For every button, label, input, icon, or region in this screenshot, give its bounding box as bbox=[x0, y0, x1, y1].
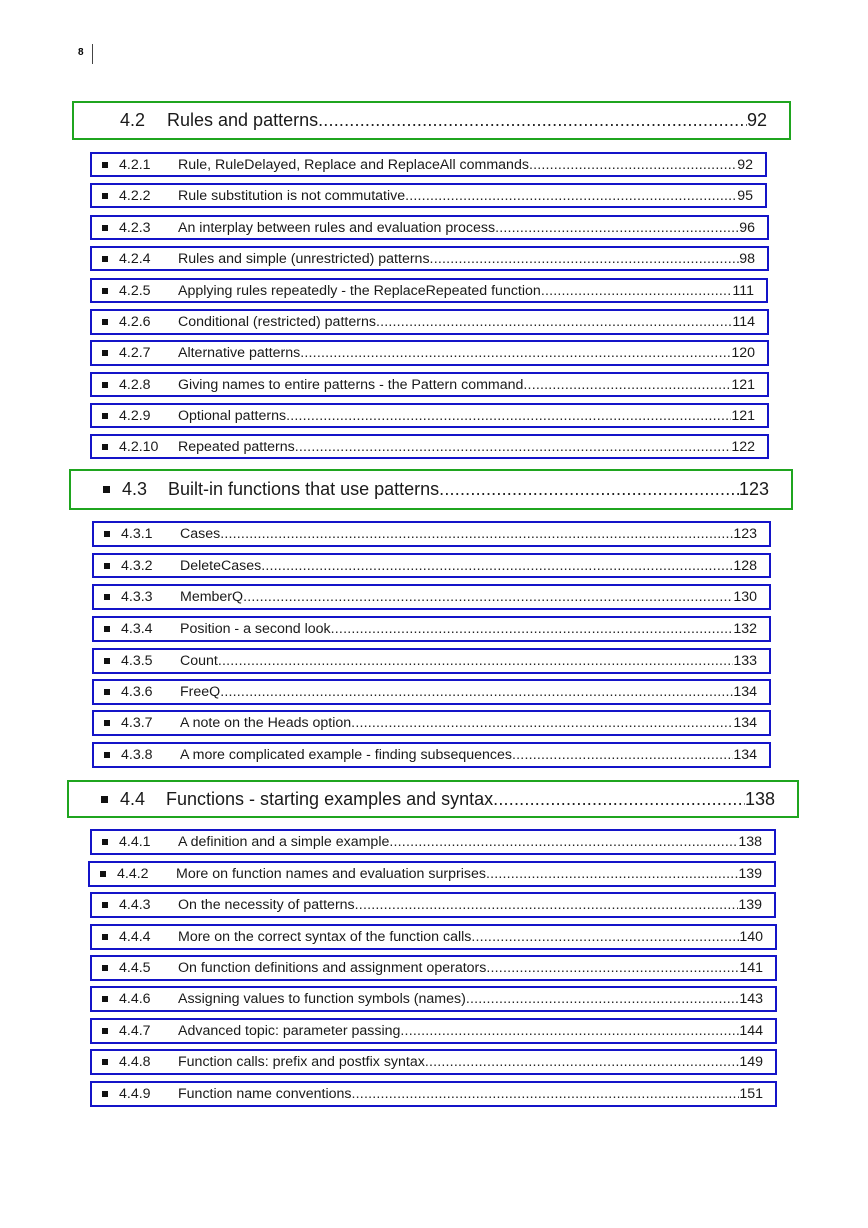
entry-title: Function name conventions bbox=[178, 1086, 352, 1102]
entry-title: A definition and a simple example bbox=[178, 834, 390, 850]
toc-entry-4-2-3[interactable] bbox=[90, 215, 769, 240]
dot-leader bbox=[220, 684, 733, 700]
entry-title: Advanced topic: parameter passing bbox=[178, 1023, 401, 1039]
bullet-icon bbox=[103, 486, 110, 493]
entry-title: DeleteCases bbox=[180, 557, 262, 574]
bullet-icon bbox=[102, 288, 108, 294]
entry-page: 121 bbox=[731, 376, 755, 393]
bullet-icon bbox=[102, 1091, 108, 1097]
page-number-divider bbox=[92, 44, 93, 64]
toc-section-4-2[interactable] bbox=[72, 101, 791, 140]
dot-leader bbox=[486, 866, 738, 882]
bullet-icon bbox=[102, 193, 108, 199]
entry-title: More on the correct syntax of the function calls bbox=[178, 929, 472, 945]
bullet-icon bbox=[102, 319, 108, 325]
entry-number: 4.2 bbox=[120, 110, 146, 130]
bullet-icon bbox=[102, 902, 108, 908]
dot-leader bbox=[261, 558, 733, 574]
dot-leader bbox=[439, 479, 739, 500]
entry-page: 133 bbox=[733, 653, 757, 669]
entry-page: 139 bbox=[738, 866, 762, 882]
bullet-icon bbox=[102, 1059, 108, 1065]
entry-number: 4.4.7 bbox=[119, 1023, 151, 1039]
toc-entry-4-2-9[interactable] bbox=[90, 403, 769, 428]
entry-page: 140 bbox=[739, 929, 763, 945]
entry-title: Built-in functions that use patterns bbox=[168, 479, 440, 499]
bullet-icon bbox=[100, 871, 106, 877]
dot-leader bbox=[430, 251, 740, 267]
toc-entry-4-3-3[interactable] bbox=[92, 584, 771, 610]
bullet-icon bbox=[104, 658, 110, 664]
entry-title: On the necessity of patterns bbox=[178, 897, 355, 913]
entry-number: 4.4.2 bbox=[117, 866, 149, 882]
entry-page: 95 bbox=[737, 187, 753, 204]
toc-entry-4-4-4[interactable] bbox=[90, 924, 777, 950]
dot-leader bbox=[218, 653, 733, 669]
bullet-icon bbox=[102, 1028, 108, 1034]
toc-entry-4-4-3[interactable] bbox=[90, 892, 776, 918]
dot-leader bbox=[376, 314, 732, 330]
entry-page: 98 bbox=[739, 250, 755, 267]
toc-entry-4-3-7[interactable] bbox=[92, 710, 771, 736]
entry-number: 4.3.3 bbox=[121, 589, 153, 605]
entry-number: 4.3.8 bbox=[121, 747, 153, 763]
entry-page: 92 bbox=[746, 110, 767, 130]
entry-page: 130 bbox=[733, 589, 757, 605]
entry-number: 4.2.4 bbox=[119, 250, 151, 267]
entry-title: A note on the Heads option bbox=[180, 715, 352, 731]
entry-title: Position - a second look bbox=[180, 621, 331, 637]
bullet-icon bbox=[102, 444, 108, 450]
entry-number: 4.4.5 bbox=[119, 960, 151, 976]
entry-page: 141 bbox=[739, 960, 763, 976]
toc-entry-4-4-7[interactable] bbox=[90, 1018, 777, 1044]
entry-page: 138 bbox=[738, 834, 762, 850]
bullet-icon bbox=[102, 225, 108, 231]
dot-leader bbox=[512, 747, 733, 763]
entry-page: 120 bbox=[731, 345, 755, 361]
dot-leader bbox=[541, 283, 733, 299]
toc-entry-4-4-5[interactable] bbox=[90, 955, 777, 981]
dot-leader bbox=[471, 929, 739, 945]
entry-number: 4.2.6 bbox=[119, 314, 151, 330]
toc-entry-4-3-5[interactable] bbox=[92, 648, 771, 674]
dot-leader bbox=[220, 526, 733, 542]
dot-leader bbox=[351, 715, 733, 731]
entry-number: 4.2.9 bbox=[119, 407, 151, 424]
entry-page: 134 bbox=[733, 747, 757, 763]
bullet-icon bbox=[102, 839, 108, 845]
dot-leader bbox=[300, 345, 731, 361]
toc-section-4-3[interactable] bbox=[69, 469, 793, 510]
entry-title: Repeated patterns bbox=[178, 438, 295, 455]
entry-number: 4.4 bbox=[120, 788, 146, 809]
entry-title: Rules and simple (unrestricted) patterns bbox=[178, 250, 430, 267]
dot-leader bbox=[493, 789, 745, 810]
entry-title: FreeQ bbox=[180, 684, 221, 700]
dot-leader bbox=[466, 991, 740, 1007]
entry-page: 132 bbox=[733, 621, 757, 637]
entry-number: 4.2.1 bbox=[119, 156, 151, 173]
entry-title: Rules and patterns bbox=[167, 110, 319, 130]
bullet-icon bbox=[104, 563, 110, 569]
entry-page: 123 bbox=[738, 479, 769, 499]
entry-page: 96 bbox=[739, 219, 755, 236]
toc-entry-4-3-8[interactable] bbox=[92, 742, 771, 768]
entry-number: 4.2.5 bbox=[119, 282, 151, 299]
entry-page: 121 bbox=[731, 407, 755, 424]
entry-title: A more complicated example - finding subsequences bbox=[180, 747, 513, 763]
toc-entry-4-2-4[interactable] bbox=[90, 246, 769, 271]
entry-title: Rule, RuleDelayed, Replace and ReplaceAll commands bbox=[178, 156, 529, 173]
entry-number: 4.2.7 bbox=[119, 345, 151, 361]
entry-number: 4.2.2 bbox=[119, 187, 151, 204]
dot-leader bbox=[318, 110, 747, 131]
dot-leader bbox=[529, 157, 737, 173]
entry-page: 92 bbox=[737, 156, 753, 173]
toc-entry-4-2-2[interactable] bbox=[90, 183, 767, 208]
entry-number: 4.4.9 bbox=[119, 1086, 151, 1102]
toc-entry-4-4-8[interactable] bbox=[90, 1049, 777, 1075]
dot-leader bbox=[243, 589, 733, 605]
entry-page: 143 bbox=[739, 991, 763, 1007]
toc-entry-4-2-5[interactable] bbox=[90, 278, 768, 303]
dot-leader bbox=[352, 1086, 740, 1102]
bullet-icon bbox=[104, 626, 110, 632]
entry-page: 144 bbox=[739, 1023, 763, 1039]
entry-page: 122 bbox=[731, 438, 755, 455]
entry-page: 151 bbox=[739, 1086, 763, 1102]
entry-page: 114 bbox=[732, 314, 755, 330]
bullet-icon bbox=[104, 689, 110, 695]
entry-title: Rule substitution is not commutative bbox=[178, 187, 406, 204]
entry-number: 4.2.10 bbox=[119, 438, 159, 455]
entry-title: Alternative patterns bbox=[178, 345, 301, 361]
bullet-icon bbox=[102, 413, 108, 419]
toc-entry-4-4-1[interactable] bbox=[90, 829, 776, 855]
entry-number: 4.4.3 bbox=[119, 897, 151, 913]
toc-entry-4-2-6[interactable] bbox=[90, 309, 769, 335]
entry-number: 4.2.8 bbox=[119, 376, 151, 393]
entry-number: 4.3.4 bbox=[121, 621, 153, 637]
entry-page: 138 bbox=[744, 788, 775, 809]
entry-page: 134 bbox=[733, 684, 757, 700]
entry-number: 4.3 bbox=[122, 479, 148, 499]
entry-number: 4.4.1 bbox=[119, 834, 151, 850]
entry-page: 111 bbox=[732, 282, 754, 299]
dot-leader bbox=[286, 408, 731, 424]
bullet-icon bbox=[102, 382, 108, 388]
toc-entry-4-2-1[interactable] bbox=[90, 152, 767, 177]
bullet-icon bbox=[102, 350, 108, 356]
bullet-icon bbox=[102, 996, 108, 1002]
dot-leader bbox=[425, 1054, 740, 1070]
entry-page: 134 bbox=[733, 715, 757, 731]
entry-number: 4.3.2 bbox=[121, 557, 153, 574]
entry-title: An interplay between rules and evaluation process bbox=[178, 219, 496, 236]
toc-entry-4-2-10[interactable] bbox=[90, 434, 769, 459]
page-number: 8 bbox=[78, 47, 84, 58]
toc-entry-4-3-6[interactable] bbox=[92, 679, 771, 705]
entry-page: 139 bbox=[738, 897, 762, 913]
bullet-icon bbox=[102, 934, 108, 940]
entry-title: On function definitions and assignment operators bbox=[178, 960, 487, 976]
dot-leader bbox=[331, 621, 734, 637]
dot-leader bbox=[495, 220, 739, 236]
toc-section-4-4[interactable] bbox=[67, 780, 799, 818]
bullet-icon bbox=[102, 162, 108, 168]
entry-title: Conditional (restricted) patterns bbox=[178, 314, 376, 330]
entry-title: Functions - starting examples and syntax bbox=[166, 788, 494, 809]
entry-title: Function calls: prefix and postfix syntax bbox=[178, 1054, 425, 1070]
entry-title: Optional patterns bbox=[178, 407, 287, 424]
entry-title: Applying rules repeatedly - the ReplaceRepeated function bbox=[178, 282, 541, 299]
entry-page: 128 bbox=[733, 557, 757, 574]
entry-number: 4.3.5 bbox=[121, 653, 153, 669]
entry-page: 123 bbox=[733, 526, 757, 542]
toc-entry-4-4-6[interactable] bbox=[90, 986, 777, 1012]
toc-entry-4-3-4[interactable] bbox=[92, 616, 771, 642]
dot-leader bbox=[523, 377, 731, 393]
bullet-icon bbox=[104, 594, 110, 600]
entry-title: Giving names to entire patterns - the Pattern command bbox=[178, 376, 524, 393]
entry-number: 4.4.8 bbox=[119, 1054, 151, 1070]
entry-number: 4.4.6 bbox=[119, 991, 151, 1007]
bullet-icon bbox=[104, 531, 110, 537]
entry-page: 149 bbox=[739, 1054, 763, 1070]
dot-leader bbox=[405, 188, 737, 204]
dot-leader bbox=[295, 439, 732, 455]
bullet-icon bbox=[104, 720, 110, 726]
entry-title: Cases bbox=[180, 526, 221, 542]
toc-entry-4-4-9[interactable] bbox=[90, 1081, 777, 1107]
bullet-icon bbox=[102, 965, 108, 971]
entry-title: More on function names and evaluation surprises bbox=[176, 866, 486, 882]
entry-number: 4.3.6 bbox=[121, 684, 153, 700]
entry-number: 4.4.4 bbox=[119, 929, 151, 945]
toc-entry-4-4-2[interactable] bbox=[88, 861, 776, 887]
dot-leader bbox=[389, 834, 738, 850]
entry-title: Count bbox=[180, 653, 218, 669]
toc-entry-4-2-7[interactable] bbox=[90, 340, 769, 366]
dot-leader bbox=[486, 960, 739, 976]
dot-leader bbox=[355, 897, 739, 913]
entry-number: 4.2.3 bbox=[119, 219, 151, 236]
toc-entry-4-2-8[interactable] bbox=[90, 372, 769, 397]
entry-number: 4.3.7 bbox=[121, 715, 153, 731]
entry-number: 4.3.1 bbox=[121, 526, 153, 542]
bullet-icon bbox=[104, 752, 110, 758]
bullet-icon bbox=[101, 796, 108, 803]
toc-entry-4-3-2[interactable] bbox=[92, 553, 771, 578]
bullet-icon bbox=[102, 256, 108, 262]
toc-entry-4-3-1[interactable] bbox=[92, 521, 771, 547]
dot-leader bbox=[400, 1023, 739, 1039]
entry-title: Assigning values to function symbols (names) bbox=[178, 991, 466, 1007]
entry-title: MemberQ bbox=[180, 589, 244, 605]
